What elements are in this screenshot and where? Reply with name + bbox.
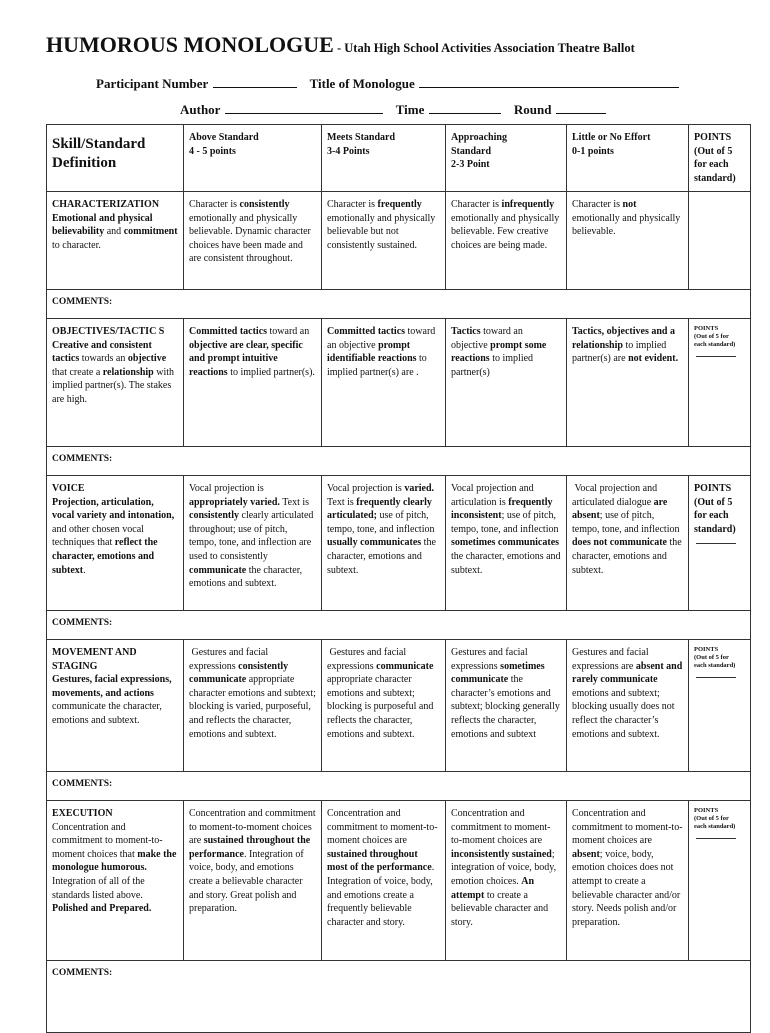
approaching-cell-movement: Gestures and facial expressions sometimes communicate the character’s emotions and subtext; blocking generally reflects the character, emotions and subtext — [446, 640, 567, 772]
rubric-row-voice — [47, 476, 751, 611]
skill-description: Projection, articulation, vocal variety and intonation, and other chosen vocal techniques that reflect the character, emotions and subtext. — [52, 496, 175, 576]
skill-description: Creative and consistent tactics towards an objective that create a relationship with implied partner(s). The stakes are high. — [52, 339, 175, 405]
comments-label: COMMENTS: — [47, 961, 751, 1033]
little-cell-characterization: Character is not emotionally and physically believable. — [567, 192, 689, 290]
comments-row-objectives[interactable] — [47, 447, 751, 476]
participant-number-label: Participant Number — [96, 76, 209, 91]
comments-row-voice[interactable] — [47, 611, 751, 640]
rubric-body — [47, 192, 751, 1033]
author-blank[interactable] — [225, 101, 383, 114]
time-blank[interactable] — [429, 101, 501, 114]
meets-cell-characterization: Character is frequently emotionally and physically believable but not consistently sustained. — [322, 192, 446, 290]
little-cell-movement: Gestures and facial expressions are absent and rarely communicate emotions and subtext; blocking usually does not reflect the character’s emotions and subtext. — [567, 640, 689, 772]
rubric-header-row — [47, 125, 751, 192]
skill-cell-objectives — [47, 319, 184, 447]
above-cell-movement: Gestures and facial expressions consistently communicate appropriate character emotions and subtext; blocking is varied, purposeful, and reflects the character, emotions and subtext. — [184, 640, 322, 772]
skill-cell-movement — [47, 640, 184, 772]
title-main: HUMOROUS MONOLOGUE — [46, 32, 334, 57]
above-cell-objectives: Committed tactics toward an objective are clear, specific and prompt intuitive reactions to implied partner(s). — [184, 319, 322, 447]
rubric-row-execution — [47, 801, 751, 961]
comments-label: COMMENTS: — [47, 447, 751, 476]
points-blank[interactable] — [696, 356, 736, 357]
col-skill-header: Skill/Standard Definition — [47, 125, 184, 192]
approaching-cell-execution: Concentration and commitment to moment-to-moment choices are inconsistently sustained; integration of voice, body, emotion choices. An attempt to create a believable character and story. — [446, 801, 567, 961]
points-cell-voice[interactable] — [689, 476, 751, 611]
col-little-header: Little or No Effort 0-1 points — [567, 125, 689, 192]
skill-description: Concentration and commitment to moment-to-moment choices that make the monologue humorous. Integration of all of the standards listed above. Polished and Prepared. — [52, 821, 177, 915]
col-approaching-header: Approaching Standard 2-3 Point — [446, 125, 567, 192]
approaching-cell-objectives: Tactics toward an objective prompt some reactions to implied partner(s) — [446, 319, 567, 447]
skill-title: VOICE — [52, 483, 85, 494]
points-blank[interactable] — [696, 543, 736, 544]
points-label: POINTS (Out of 5 for each standard) — [694, 483, 736, 535]
participant-row — [96, 75, 679, 92]
comments-row-characterization[interactable] — [47, 290, 751, 319]
skill-cell-characterization — [47, 192, 184, 290]
col-points-header: POINTS (Out of 5 for each standard) — [689, 125, 751, 192]
skill-title: EXECUTION — [52, 808, 113, 819]
points-cell-characterization[interactable] — [689, 192, 751, 290]
points-blank[interactable] — [696, 838, 736, 839]
meets-cell-objectives: Committed tactics toward an objective prompt identifiable reactions to implied partner(s) are . — [322, 319, 446, 447]
monologue-title-blank[interactable] — [419, 75, 679, 88]
points-label: POINTS (Out of 5 for each standard) — [694, 646, 736, 669]
rubric-row-characterization — [47, 192, 751, 290]
points-label: POINTS (Out of 5 for each standard) — [694, 807, 736, 830]
skill-description: Emotional and physical believability and commitment to character. — [52, 212, 178, 251]
comments-label: COMMENTS: — [47, 611, 751, 640]
ballot-title — [46, 32, 635, 58]
col-meets-header: Meets Standard 3-4 Points — [322, 125, 446, 192]
above-cell-characterization: Character is consistently emotionally and physically believable. Dynamic character choices have been made and are consistent throughout. — [184, 192, 322, 290]
skill-cell-voice — [47, 476, 184, 611]
time-label: Time — [395, 102, 425, 117]
points-blank[interactable] — [696, 677, 736, 678]
meets-cell-movement: Gestures and facial expressions communicate appropriate character emotions and subtext; blocking is purposeful and reflects the character, emotions and subtext. — [322, 640, 446, 772]
above-cell-execution: Concentration and commitment to moment-to-moment choices are sustained throughout the performance. Integration of voice, body, and emotions create a believable character and story. Great polish and preparation. — [184, 801, 322, 961]
above-cell-voice: Vocal projection is appropriately varied. Text is consistently clearly articulated throughout; use of pitch, tempo, tone, and inflection are used to consistently communicate the character, emotions and subtext. — [184, 476, 322, 611]
meets-cell-execution: Concentration and commitment to moment-to-moment choices are sustained throughout most of the performance. Integration of voice, body, and emotions create a frequently believable character and story. — [322, 801, 446, 961]
round-blank[interactable] — [556, 101, 606, 114]
title-subtitle: - Utah High School Activities Association Theatre Ballot — [333, 41, 635, 55]
points-label: POINTS (Out of 5 for each standard) — [694, 325, 736, 348]
round-label: Round — [513, 102, 552, 117]
points-cell-objectives[interactable] — [689, 319, 751, 447]
skill-title: OBJECTIVES/TACTIC S — [52, 326, 165, 337]
skill-description: Gestures, facial expressions, movements, and actions communicate the character, emotions and subtext. — [52, 674, 172, 726]
rubric-row-movement — [47, 640, 751, 772]
comments-row-movement[interactable] — [47, 772, 751, 801]
little-cell-objectives: Tactics, objectives and a relationship to implied partner(s) are not evident. — [567, 319, 689, 447]
points-cell-execution[interactable] — [689, 801, 751, 961]
comments-label: COMMENTS: — [47, 772, 751, 801]
approaching-cell-voice: Vocal projection and articulation is frequently inconsistent; use of pitch, tempo, tone, and inflection sometimes communicates the character, emotions and subtext. — [446, 476, 567, 611]
rubric-row-objectives — [47, 319, 751, 447]
skill-cell-execution — [47, 801, 184, 961]
meets-cell-voice: Vocal projection is varied. Text is frequently clearly articulated; use of pitch, tempo, tone, and inflection usually communicates the character, emotions and subtext. — [322, 476, 446, 611]
little-cell-voice: Vocal projection and articulated dialogue are absent; use of pitch, tempo, tone, and inflection does not communicate the character, emotions and subtext. — [567, 476, 689, 611]
skill-title: CHARACTERIZATION — [52, 199, 160, 210]
author-row — [180, 101, 606, 118]
points-cell-movement[interactable] — [689, 640, 751, 772]
approaching-cell-characterization: Character is infrequently emotionally and physically believable. Few creative choices are being made. — [446, 192, 567, 290]
monologue-title-label: Title of Monologue — [309, 76, 415, 91]
author-label: Author — [180, 102, 221, 117]
participant-number-blank[interactable] — [213, 75, 297, 88]
col-above-header: Above Standard 4 - 5 points — [184, 125, 322, 192]
skill-title: MOVEMENT AND STAGING — [52, 647, 137, 672]
comments-row-execution[interactable] — [47, 961, 751, 1033]
rubric-table — [46, 124, 751, 1033]
little-cell-execution: Concentration and commitment to moment-to-moment choices are absent; voice, body, emotion choices does not attempt to create a believable character and/or story. Needs polish and/or preparation. — [567, 801, 689, 961]
comments-label: COMMENTS: — [47, 290, 751, 319]
